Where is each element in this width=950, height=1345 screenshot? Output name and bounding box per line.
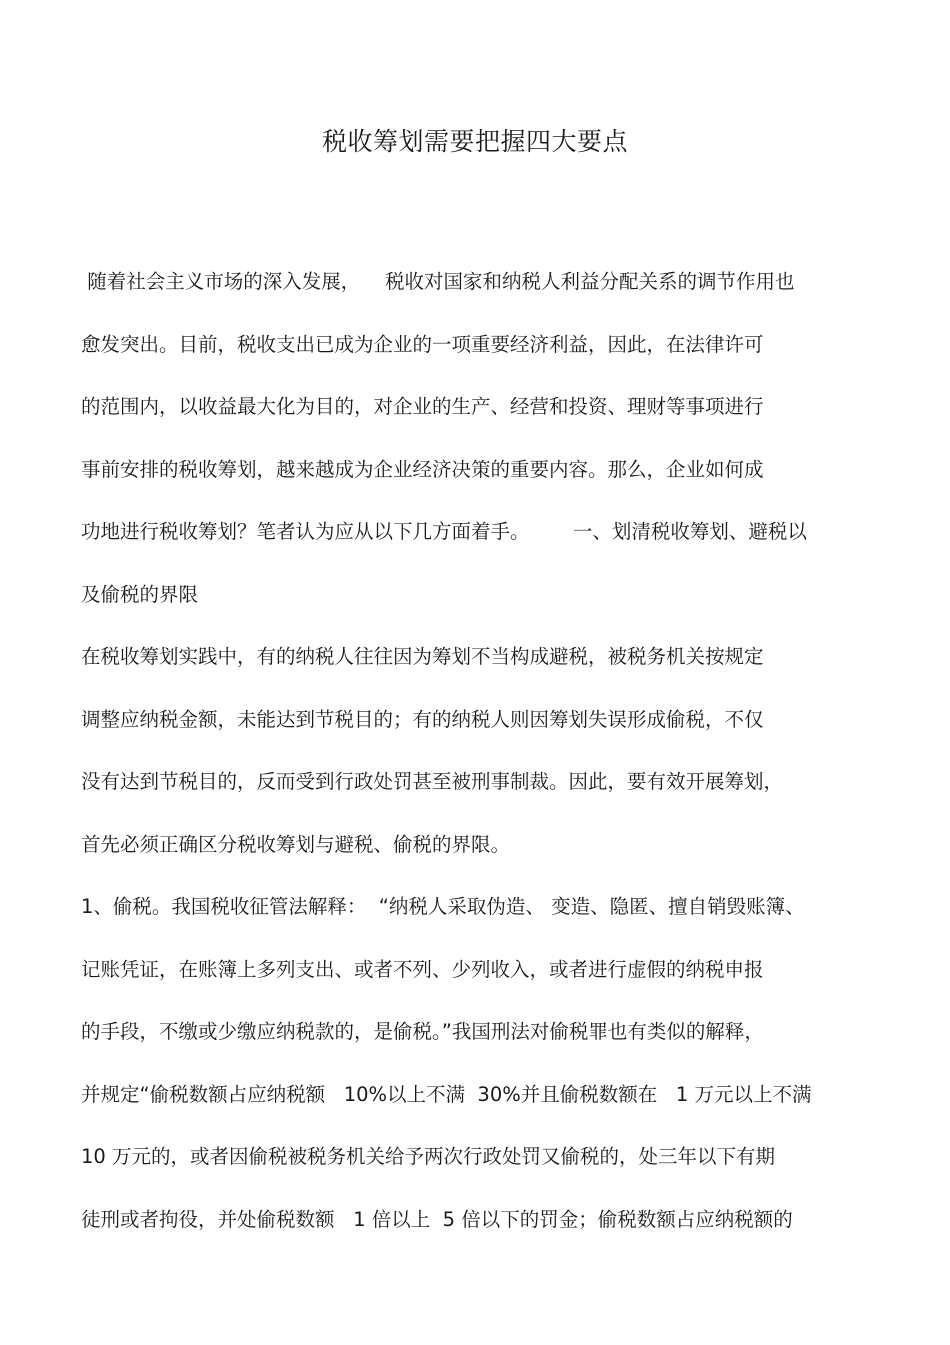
body-line-1: 随着社会主义市场的深入发展， 税收对国家和纳税人利益分配关系的调节作用也 — [81, 270, 795, 293]
body-line-4: 事前安排的税收筹划，越来越成为企业经济决策的重要内容。那么，企业如何成 — [81, 458, 764, 481]
body-line-9: 没有达到节税目的，反而受到行政处罚甚至被刑事制裁。因此，要有效开展筹划， — [81, 770, 784, 793]
body-line-2: 愈发突出。目前，税收支出已成为企业的一项重要经济利益，因此，在法律许可 — [81, 333, 764, 356]
body-line-3: 的范围内，以收益最大化为目的，对企业的生产、经营和投资、理财等事项进行 — [81, 395, 764, 418]
body-line-6: 及偷税的界限 — [81, 583, 199, 606]
body-line-13: 的手段，不缴或少缴应纳税款的，是偷税。”我国刑法对偷税罪也有类似的解释， — [81, 1020, 764, 1043]
document-title: 税收筹划需要把握四大要点 — [321, 127, 628, 156]
body-line-11: 1、偷税。我国税收征管法解释： “纳税人采取伪造、 变造、隐匿、擅自销毁账簿、 — [81, 895, 805, 918]
body-line-15: 10 万元的，或者因偷税被税务机关给予两次行政处罚又偷税的，处三年以下有期 — [81, 1145, 776, 1168]
body-line-14: 并规定“偷税数额占应纳税额 10%以上不满 30%并且偷税数额在 1 万元以上不满 — [81, 1083, 812, 1106]
body-line-7: 在税收筹划实践中，有的纳税人往往因为筹划不当构成避税，被税务机关按规定 — [81, 645, 764, 668]
body-line-16: 徒刑或者拘役，并处偷税数额 1 倍以上 5 倍以下的罚金；偷税数额占应纳税额的 — [81, 1208, 793, 1231]
body-line-5: 功地进行税收筹划？笔者认为应从以下几方面着手。 一、划清税收筹划、避税以 — [81, 520, 807, 543]
body-line-10: 首先必须正确区分税收筹划与避税、偷税的界限。 — [81, 833, 511, 856]
body-line-12: 记账凭证，在账簿上多列支出、或者不列、少列收入，或者进行虚假的纳税申报 — [81, 958, 764, 981]
body-line-8: 调整应纳税金额，未能达到节税目的；有的纳税人则因筹划失误形成偷税，不仅 — [81, 708, 764, 731]
